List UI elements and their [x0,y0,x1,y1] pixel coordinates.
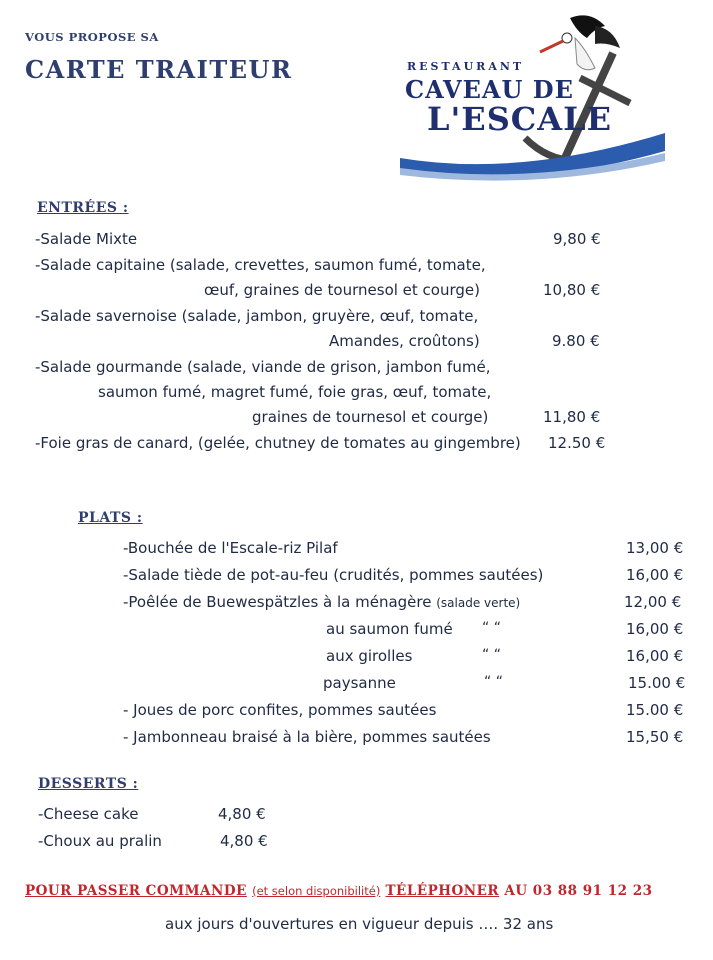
plat-6-label: paysanne [323,674,396,692]
plat-1-price: 13,00 € [626,539,684,557]
entrees-title: ENTRÉES : [37,200,129,216]
plat-3-price: 12,00 € [624,593,682,611]
page-title: CARTE TRAITEUR [25,55,293,84]
entree-1-price: 9,80 € [553,230,601,248]
entree-1-label: -Salade Mixte [35,230,138,248]
plat-2-price: 16,00 € [626,566,684,584]
entree-4-price: 11,80 € [543,408,601,426]
plat-4-label: au saumon fumé [326,620,453,638]
plat-6-ditto: “ “ [484,674,503,690]
dessert-1-price: 4,80 € [218,805,266,823]
entree-2-line2: œuf, graines de tournesol et courge) [204,281,480,299]
dessert-2-price: 4,80 € [220,832,268,850]
order-note: (et selon disponibilité) [252,884,381,898]
dessert-1-label: -Cheese cake [38,805,139,823]
entree-3-line1: -Salade savernoise (salade, jambon, gruyère, œuf, tomate, [35,307,479,325]
plat-8-price: 15,50 € [626,728,684,746]
dessert-2-label: -Choux au pralin [38,832,162,850]
entree-2-line1: -Salade capitaine (salade, crevettes, saumon fumé, tomate, [35,256,486,274]
order-line [25,883,653,899]
entree-4-line3: graines de tournesol et courge) [252,408,489,426]
plat-7-price: 15.00 € [626,701,684,719]
entree-4-line2: saumon fumé, magret fumé, foie gras, œuf, tomate, [98,383,492,401]
plat-3-name: -Poêlée de Buewespätzles à la ménagère [123,593,432,611]
opening-hours-text: aux jours d'ouvertures en vigueur depuis …. 32 ans [165,915,554,933]
plat-8-label: - Jambonneau braisé à la bière, pommes sautées [123,728,491,746]
plats-title: PLATS : [78,510,143,526]
plat-5-ditto: “ “ [482,647,501,663]
logo-line2: L'ESCALE [427,100,612,138]
stork-anchor-icon [395,8,670,183]
order-prefix: POUR PASSER COMMANDE [25,883,247,899]
restaurant-logo [395,8,670,183]
desserts-title: DESSERTS : [38,776,139,792]
phone-prefix: TÉLÉPHONER [385,883,500,899]
plat-7-label: - Joues de porc confites, pommes sautées [123,701,437,719]
intro-text: VOUS PROPOSE SA [25,30,159,44]
entree-5-label: -Foie gras de canard, (gelée, chutney de tomates au gingembre) [35,434,521,452]
entree-4-line1: -Salade gourmande (salade, viande de grison, jambon fumé, [35,358,491,376]
plat-6-price: 15.00 € [628,674,686,692]
plat-3-note: (salade verte) [436,596,521,610]
entree-5-price: 12.50 € [548,434,606,452]
entree-3-price: 9.80 € [552,332,600,350]
plat-2-label: -Salade tiède de pot-au-feu (crudités, pommes sautées) [123,566,544,584]
plat-1-label: -Bouchée de l'Escale-riz Pilaf [123,539,338,557]
plat-5-price: 16,00 € [626,647,684,665]
logo-line1: CAVEAU DE [405,75,574,104]
plat-4-price: 16,00 € [626,620,684,638]
plat-3-label [123,593,520,611]
logo-small-text: RESTAURANT [407,60,525,73]
plat-4-ditto: “ “ [482,620,501,636]
entree-3-line2: Amandes, croûtons) [329,332,480,350]
entree-2-price: 10,80 € [543,281,601,299]
plat-5-label: aux girolles [326,647,413,665]
phone-number: AU 03 88 91 12 23 [504,883,653,899]
